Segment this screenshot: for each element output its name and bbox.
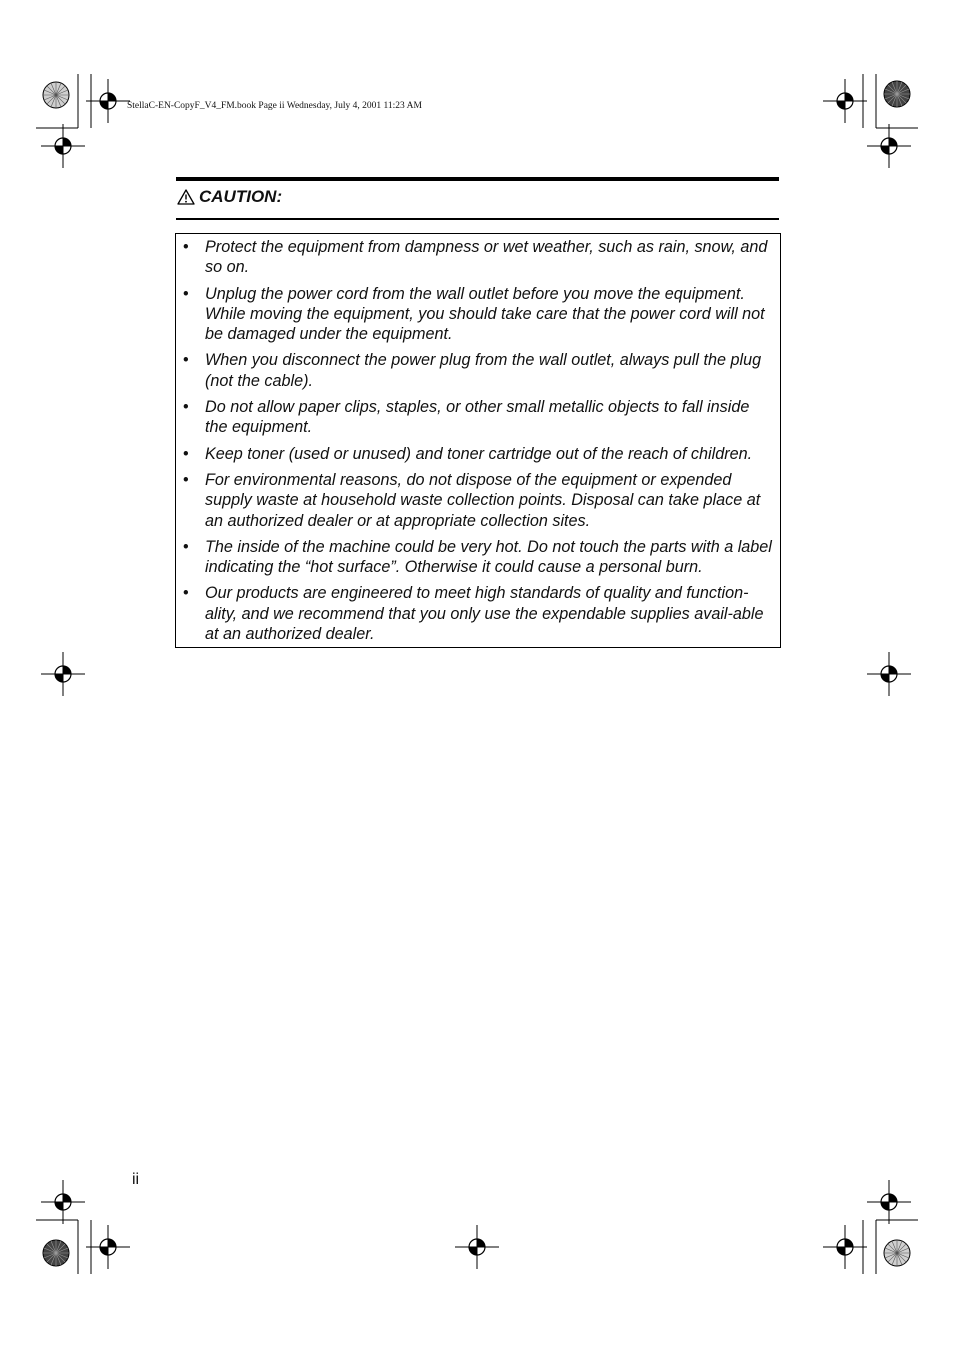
bullet: • — [183, 284, 189, 303]
file-info-header: StellaC-EN-CopyF_V4_FM.book Page ii Wednesday, July 4, 2001 11:23 AM — [127, 101, 422, 111]
bullet: • — [183, 238, 189, 256]
caution-bottom-rule — [176, 218, 779, 220]
caution-heading — [177, 187, 282, 207]
caution-title: CAUTION: — [199, 187, 283, 206]
caution-item: • The inside of the machine could be very hot. Do not touch the parts with a label indicating the “hot surface”. Otherwise it could cause a personal burn. — [183, 537, 772, 577]
caution-item: • Unplug the power cord from the wall outlet before you move the equipment. While moving the equipment, you should take care that the power cord will not be damaged under the equipment. — [183, 284, 765, 344]
bullet: • — [183, 398, 189, 417]
bullet: • — [183, 444, 189, 463]
page-number: ii — [132, 1171, 140, 1188]
caution-item: • For environmental reasons, do not dispose of the equipment or expended supply waste at household waste collection points. Disposal can take place at an authorized dealer or at appropriate collection sites. — [183, 470, 761, 530]
warning-triangle-icon — [177, 189, 195, 205]
bullet: • — [183, 537, 189, 556]
caution-item: • Our products are engineered to meet high standards of quality and function-ality, and we recommend that you only use the expendable supplies avail-able at an authorized dealer. — [183, 584, 764, 644]
caution-list — [176, 234, 780, 644]
caution-top-rule — [176, 177, 779, 181]
bullet: • — [183, 470, 189, 489]
caution-item: • Keep toner (used or unused) and toner cartridge out of the reach of children. — [183, 444, 753, 463]
caution-item: • When you disconnect the power plug from the wall outlet, always pull the plug (not the cable). — [183, 351, 762, 390]
caution-item: • Protect the equipment from dampness or wet weather, such as rain, snow, and so on. — [183, 238, 768, 277]
caution-item: • Do not allow paper clips, staples, or other small metallic objects to fall inside the equipment. — [183, 398, 750, 437]
caution-box — [175, 233, 781, 648]
bullet: • — [183, 584, 189, 603]
bullet: • — [183, 351, 189, 370]
